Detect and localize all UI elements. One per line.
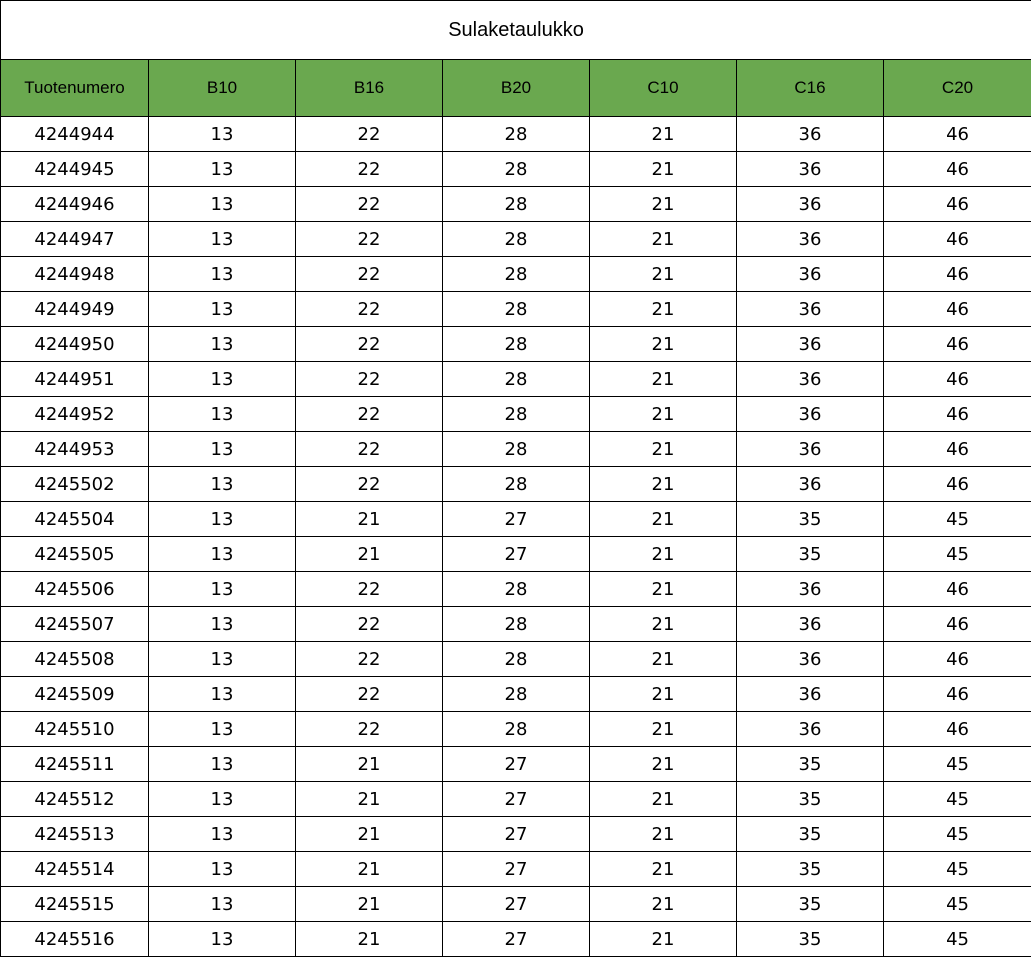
cell-b20: 27 (443, 922, 590, 957)
cell-c20: 46 (884, 467, 1031, 502)
cell-b20: 27 (443, 537, 590, 572)
cell-product-number: 4244944 (1, 117, 149, 152)
cell-c10: 21 (590, 817, 737, 852)
cell-c20: 46 (884, 642, 1031, 677)
header-row (1, 60, 1031, 117)
table-row (1, 152, 1031, 187)
cell-product-number: 4245508 (1, 642, 149, 677)
cell-c20: 46 (884, 677, 1031, 712)
cell-b16: 22 (296, 152, 443, 187)
cell-c16: 35 (737, 502, 884, 537)
cell-b10: 13 (149, 852, 296, 887)
cell-c10: 21 (590, 572, 737, 607)
cell-b16: 22 (296, 257, 443, 292)
cell-b10: 13 (149, 502, 296, 537)
column-header-c16: C16 (737, 60, 884, 117)
cell-b20: 28 (443, 642, 590, 677)
cell-c16: 36 (737, 222, 884, 257)
cell-b20: 28 (443, 397, 590, 432)
cell-c20: 46 (884, 187, 1031, 222)
cell-c10: 21 (590, 152, 737, 187)
cell-c10: 21 (590, 607, 737, 642)
cell-c20: 46 (884, 712, 1031, 747)
cell-b10: 13 (149, 537, 296, 572)
table-title: Sulaketaulukko (1, 1, 1031, 60)
cell-c16: 36 (737, 572, 884, 607)
cell-c20: 46 (884, 397, 1031, 432)
cell-c10: 21 (590, 537, 737, 572)
table-row (1, 257, 1031, 292)
table-row (1, 187, 1031, 222)
cell-b16: 22 (296, 222, 443, 257)
table-row (1, 572, 1031, 607)
cell-b20: 27 (443, 502, 590, 537)
table-body (1, 117, 1031, 957)
cell-b20: 28 (443, 572, 590, 607)
cell-c20: 46 (884, 572, 1031, 607)
cell-b16: 21 (296, 887, 443, 922)
cell-product-number: 4244953 (1, 432, 149, 467)
table-row (1, 502, 1031, 537)
cell-c16: 36 (737, 187, 884, 222)
cell-product-number: 4245509 (1, 677, 149, 712)
cell-b16: 21 (296, 817, 443, 852)
cell-b20: 28 (443, 187, 590, 222)
cell-b20: 28 (443, 712, 590, 747)
cell-product-number: 4244951 (1, 362, 149, 397)
cell-b10: 13 (149, 712, 296, 747)
cell-c16: 35 (737, 852, 884, 887)
cell-c10: 21 (590, 292, 737, 327)
cell-c16: 35 (737, 922, 884, 957)
cell-c16: 36 (737, 397, 884, 432)
table-row (1, 922, 1031, 957)
cell-b20: 28 (443, 467, 590, 502)
cell-b20: 28 (443, 292, 590, 327)
cell-c16: 36 (737, 327, 884, 362)
cell-c10: 21 (590, 642, 737, 677)
cell-b16: 22 (296, 712, 443, 747)
table-row (1, 292, 1031, 327)
cell-c16: 35 (737, 747, 884, 782)
cell-c10: 21 (590, 362, 737, 397)
table-row (1, 397, 1031, 432)
cell-c20: 46 (884, 117, 1031, 152)
cell-c10: 21 (590, 502, 737, 537)
cell-b10: 13 (149, 922, 296, 957)
title-row (1, 1, 1031, 60)
cell-product-number: 4245504 (1, 502, 149, 537)
cell-b20: 28 (443, 257, 590, 292)
cell-c16: 36 (737, 607, 884, 642)
cell-c10: 21 (590, 852, 737, 887)
cell-c20: 46 (884, 607, 1031, 642)
table-row (1, 642, 1031, 677)
cell-b16: 22 (296, 572, 443, 607)
table-row (1, 852, 1031, 887)
cell-b16: 22 (296, 607, 443, 642)
cell-c20: 45 (884, 782, 1031, 817)
cell-b16: 22 (296, 677, 443, 712)
cell-product-number: 4245515 (1, 887, 149, 922)
cell-b16: 22 (296, 467, 443, 502)
cell-b10: 13 (149, 117, 296, 152)
cell-product-number: 4244949 (1, 292, 149, 327)
cell-c16: 35 (737, 537, 884, 572)
cell-b20: 27 (443, 817, 590, 852)
cell-b20: 28 (443, 117, 590, 152)
cell-b20: 28 (443, 152, 590, 187)
cell-b10: 13 (149, 432, 296, 467)
cell-product-number: 4244952 (1, 397, 149, 432)
cell-c16: 36 (737, 292, 884, 327)
cell-c10: 21 (590, 222, 737, 257)
cell-c16: 36 (737, 362, 884, 397)
table-row (1, 747, 1031, 782)
cell-c20: 46 (884, 152, 1031, 187)
cell-c20: 45 (884, 922, 1031, 957)
column-header-c20: C20 (884, 60, 1031, 117)
cell-b20: 28 (443, 222, 590, 257)
cell-b20: 27 (443, 852, 590, 887)
cell-c20: 46 (884, 222, 1031, 257)
cell-c16: 36 (737, 642, 884, 677)
cell-b16: 21 (296, 852, 443, 887)
cell-b10: 13 (149, 607, 296, 642)
cell-product-number: 4244948 (1, 257, 149, 292)
table-row (1, 782, 1031, 817)
cell-b10: 13 (149, 817, 296, 852)
table-row (1, 712, 1031, 747)
cell-c20: 46 (884, 257, 1031, 292)
cell-product-number: 4245506 (1, 572, 149, 607)
cell-c10: 21 (590, 187, 737, 222)
cell-b10: 13 (149, 467, 296, 502)
cell-b10: 13 (149, 152, 296, 187)
cell-b20: 27 (443, 887, 590, 922)
cell-c16: 35 (737, 782, 884, 817)
cell-b10: 13 (149, 887, 296, 922)
table-row (1, 607, 1031, 642)
cell-b16: 22 (296, 292, 443, 327)
cell-product-number: 4245514 (1, 852, 149, 887)
cell-b16: 22 (296, 362, 443, 397)
table-row (1, 537, 1031, 572)
cell-c16: 36 (737, 432, 884, 467)
cell-c10: 21 (590, 887, 737, 922)
cell-c16: 36 (737, 257, 884, 292)
cell-c10: 21 (590, 117, 737, 152)
cell-product-number: 4245511 (1, 747, 149, 782)
cell-c10: 21 (590, 922, 737, 957)
cell-c20: 46 (884, 327, 1031, 362)
cell-c10: 21 (590, 397, 737, 432)
cell-c20: 45 (884, 887, 1031, 922)
cell-c20: 46 (884, 432, 1031, 467)
cell-b20: 27 (443, 747, 590, 782)
cell-c10: 21 (590, 467, 737, 502)
cell-c16: 36 (737, 467, 884, 502)
cell-b16: 22 (296, 327, 443, 362)
cell-product-number: 4245507 (1, 607, 149, 642)
column-header-b16: B16 (296, 60, 443, 117)
cell-c10: 21 (590, 432, 737, 467)
cell-c10: 21 (590, 677, 737, 712)
cell-b16: 21 (296, 922, 443, 957)
cell-b16: 22 (296, 397, 443, 432)
cell-b16: 22 (296, 432, 443, 467)
cell-c10: 21 (590, 712, 737, 747)
table-row (1, 432, 1031, 467)
column-header-c10: C10 (590, 60, 737, 117)
cell-product-number: 4244945 (1, 152, 149, 187)
cell-b16: 21 (296, 782, 443, 817)
cell-c10: 21 (590, 327, 737, 362)
column-header-product-number: Tuotenumero (1, 60, 149, 117)
cell-c20: 46 (884, 362, 1031, 397)
table-row (1, 677, 1031, 712)
table-row (1, 887, 1031, 922)
cell-b10: 13 (149, 642, 296, 677)
cell-b10: 13 (149, 292, 296, 327)
table-row (1, 362, 1031, 397)
table-row (1, 117, 1031, 152)
cell-b20: 28 (443, 607, 590, 642)
cell-product-number: 4245502 (1, 467, 149, 502)
cell-b16: 22 (296, 187, 443, 222)
cell-c16: 36 (737, 152, 884, 187)
cell-b20: 28 (443, 677, 590, 712)
cell-product-number: 4244946 (1, 187, 149, 222)
cell-c20: 45 (884, 502, 1031, 537)
cell-c10: 21 (590, 782, 737, 817)
cell-product-number: 4245513 (1, 817, 149, 852)
column-header-b10: B10 (149, 60, 296, 117)
cell-b10: 13 (149, 257, 296, 292)
cell-c16: 35 (737, 817, 884, 852)
table-row (1, 222, 1031, 257)
cell-c16: 36 (737, 712, 884, 747)
cell-b16: 22 (296, 642, 443, 677)
cell-b20: 28 (443, 432, 590, 467)
cell-b10: 13 (149, 782, 296, 817)
cell-b10: 13 (149, 572, 296, 607)
cell-product-number: 4244950 (1, 327, 149, 362)
cell-b10: 13 (149, 222, 296, 257)
cell-b10: 13 (149, 362, 296, 397)
cell-b20: 28 (443, 327, 590, 362)
cell-b10: 13 (149, 397, 296, 432)
cell-c20: 46 (884, 292, 1031, 327)
cell-c16: 35 (737, 887, 884, 922)
cell-b16: 22 (296, 117, 443, 152)
cell-b10: 13 (149, 187, 296, 222)
cell-c16: 36 (737, 677, 884, 712)
cell-b20: 27 (443, 782, 590, 817)
cell-c10: 21 (590, 257, 737, 292)
column-header-b20: B20 (443, 60, 590, 117)
cell-c10: 21 (590, 747, 737, 782)
cell-product-number: 4245516 (1, 922, 149, 957)
cell-c20: 45 (884, 852, 1031, 887)
cell-product-number: 4245505 (1, 537, 149, 572)
cell-b10: 13 (149, 677, 296, 712)
cell-c20: 45 (884, 817, 1031, 852)
cell-b16: 21 (296, 537, 443, 572)
cell-c16: 36 (737, 117, 884, 152)
cell-product-number: 4244947 (1, 222, 149, 257)
cell-product-number: 4245512 (1, 782, 149, 817)
cell-b10: 13 (149, 327, 296, 362)
cell-c20: 45 (884, 537, 1031, 572)
cell-b16: 21 (296, 747, 443, 782)
table-row (1, 817, 1031, 852)
cell-b16: 21 (296, 502, 443, 537)
table-row (1, 327, 1031, 362)
cell-b20: 28 (443, 362, 590, 397)
cell-product-number: 4245510 (1, 712, 149, 747)
table-row (1, 467, 1031, 502)
cell-b10: 13 (149, 747, 296, 782)
cell-c20: 45 (884, 747, 1031, 782)
